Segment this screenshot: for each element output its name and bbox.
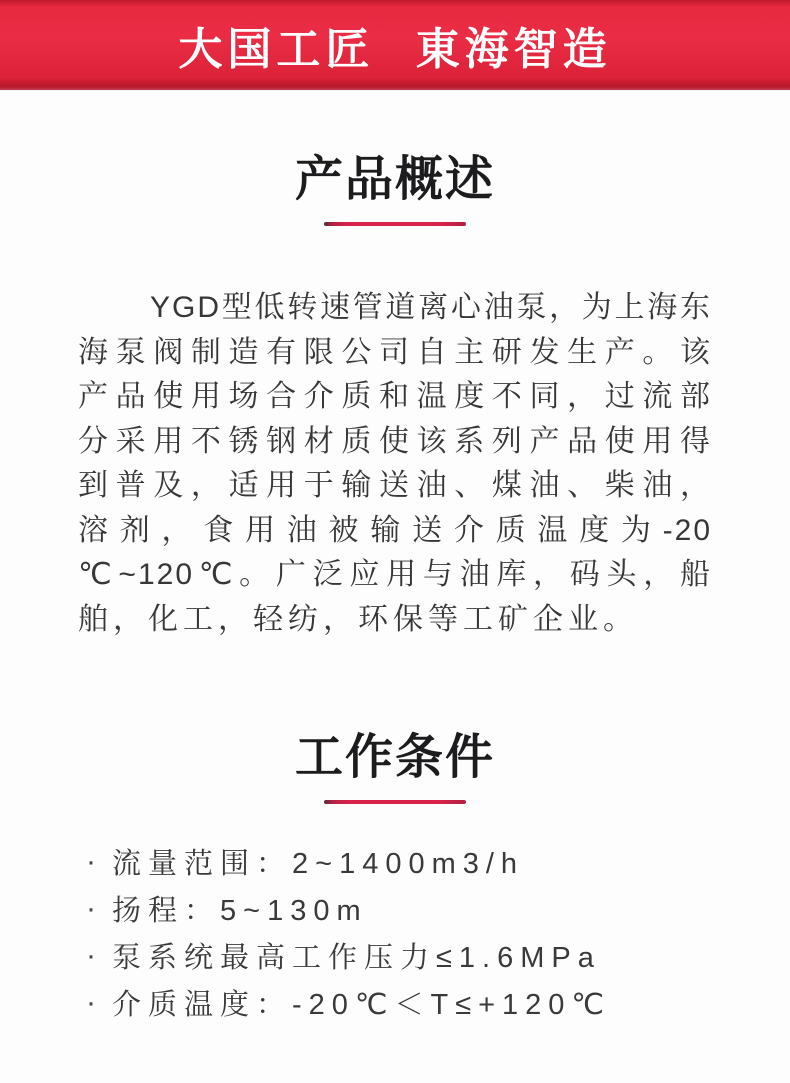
paragraph-line: 海泵阀制造有限公司自主研发生产。该 [78, 335, 712, 369]
list-item [86, 892, 790, 927]
overview-paragraph [78, 286, 712, 642]
heading-underline [324, 800, 466, 804]
condition-text: 介质温度：-20℃＜T≤+120℃ [112, 989, 612, 1021]
paragraph-line: 分采用不锈钢材质使该系列产品使用得 [78, 424, 712, 458]
bullet-dot: · [86, 939, 96, 972]
heading-underline [324, 222, 466, 226]
bullet-dot: · [86, 986, 96, 1019]
banner-title: 大国工匠 東海智造 [178, 25, 612, 74]
paragraph-line: YGD型低转速管道离心油泵，为上海东 [150, 291, 712, 324]
conditions-heading: 工作条件 [294, 731, 495, 784]
list-item [86, 986, 790, 1021]
paragraph-line: 产品使用场合介质和温度不同，过流部 [78, 380, 712, 413]
list-item [86, 845, 790, 880]
condition-text: 泵系统最高工作压力≤1.6MPa [112, 942, 601, 974]
paragraph-line: 溶剂，食用油被输送介质温度为-20 [78, 513, 712, 547]
conditions-section [0, 730, 790, 1021]
conditions-list [0, 845, 790, 1021]
top-banner [0, 0, 790, 90]
overview-heading: 产品概述 [294, 153, 495, 206]
condition-text: 流量范围：2~1400m3/h [112, 848, 525, 880]
bullet-dot: · [86, 845, 96, 878]
condition-text: 扬程：5~130m [112, 895, 368, 927]
overview-section [0, 152, 790, 642]
list-item [86, 939, 790, 974]
paragraph-line: 到普及，适用于输送油、煤油、柴油， [78, 469, 712, 502]
bullet-dot: · [86, 892, 96, 925]
paragraph-line: ℃~120℃。广泛应用与油库，码头，船 [78, 558, 712, 591]
paragraph-line: 舶，化工，轻纺，环保等工矿企业。 [78, 602, 638, 636]
